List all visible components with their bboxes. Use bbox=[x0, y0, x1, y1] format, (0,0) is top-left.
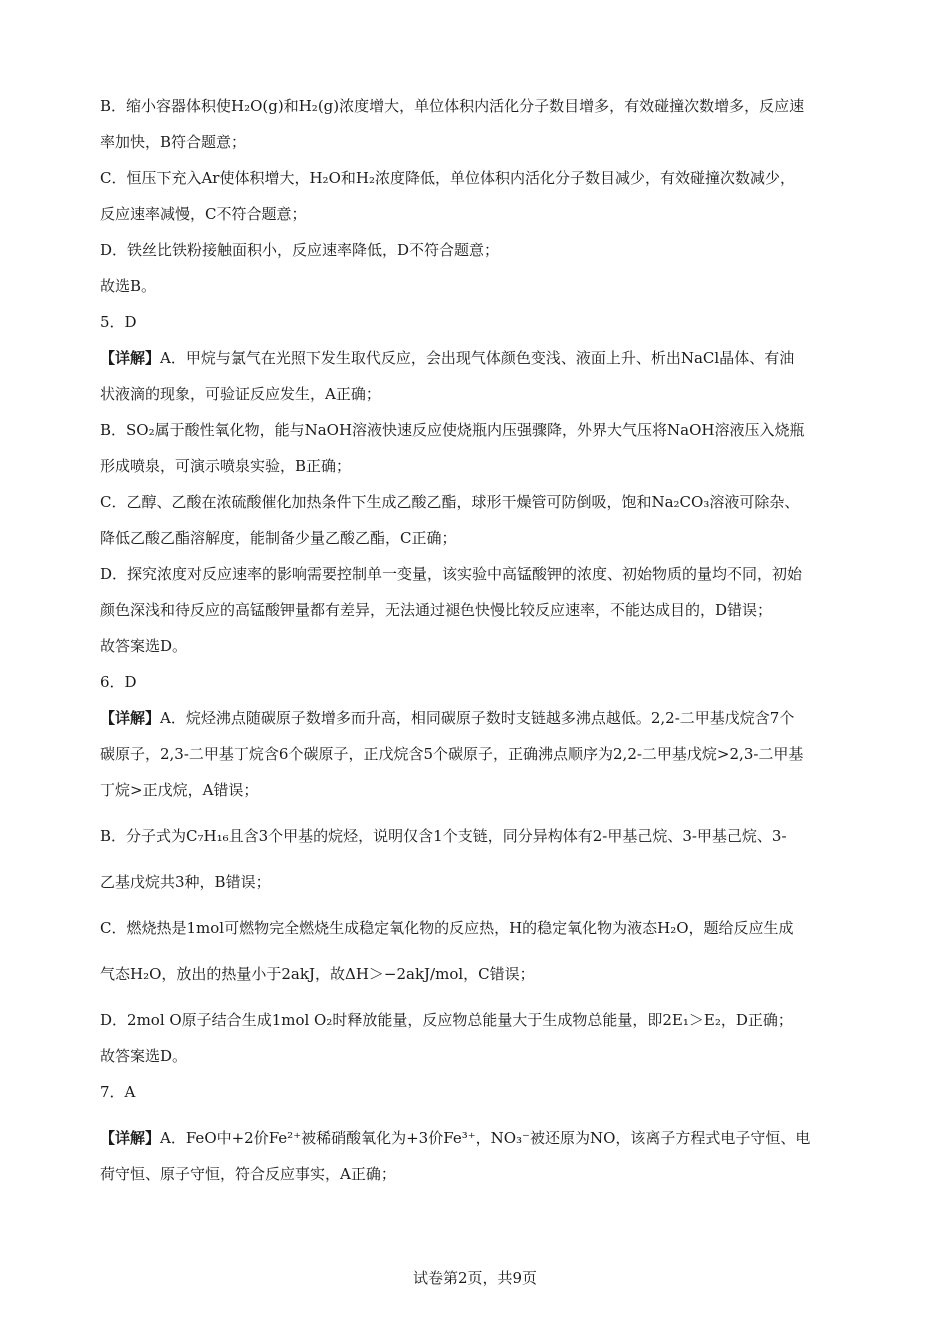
text-line: 颜色深浅和待反应的高锰酸钾量都有差异，无法通过褪色快慢比较反应速率，不能达成目的，D错误； bbox=[100, 601, 773, 619]
explanation-marker: 【详解】 bbox=[100, 349, 161, 367]
text-line: D．2mol O原子结合生成1mol O₂时释放能量，反应物总能量大于生成物总能量，即2E₁＞E₂，D正确； bbox=[100, 1011, 793, 1029]
text-line: 【详解】A．甲烷与氯气在光照下发生取代反应，会出现气体颜色变浅、液面上升、析出NaCl晶体、有油 bbox=[100, 349, 795, 367]
text-line: 故选B。 bbox=[100, 277, 157, 295]
text-line: 碳原子，2,3-二甲基丁烷含6个碳原子，正戊烷含5个碳原子，正确沸点顺序为2,2-二甲基戊烷>2,3-二甲基 bbox=[100, 745, 804, 763]
text-line: 故答案选D。 bbox=[100, 637, 188, 655]
text-line: 荷守恒、原子守恒，符合反应事实，A正确； bbox=[100, 1165, 396, 1183]
text-line: 状液滴的现象，可验证反应发生，A正确； bbox=[100, 385, 381, 403]
text-line: 形成喷泉，可演示喷泉实验，B正确； bbox=[100, 457, 352, 475]
text-line: 故答案选D。 bbox=[100, 1047, 188, 1065]
text-line: D．探究浓度对反应速率的影响需要控制单一变量，该实验中高锰酸钾的浓度、初始物质的量均不同，初始 bbox=[100, 565, 803, 583]
text-line: 丁烷>正戊烷，A错误； bbox=[100, 781, 259, 799]
text-line: 反应速率减慢，C不符合题意； bbox=[100, 205, 307, 223]
text-line: 气态H₂O，放出的热量小于2akJ，故ΔH＞−2akJ/mol，C错误； bbox=[100, 965, 535, 983]
text-line: 率加快，B符合题意； bbox=[100, 133, 247, 151]
text-line: B．分子式为C₇H₁₆且含3个甲基的烷烃，说明仅含1个支链，同分异构体有2-甲基己烷、3-甲基己烷、3- bbox=[100, 827, 787, 845]
question-answer: 5．D bbox=[100, 313, 137, 331]
text-line: C．恒压下充入Ar使体积增大，H₂O和H₂浓度降低，单位体积内活化分子数目减少，有效碰撞次数减少， bbox=[100, 169, 795, 187]
page-footer: 试卷第2页，共9页 bbox=[412, 1269, 538, 1287]
explanation-marker: 【详解】 bbox=[100, 709, 161, 727]
text-line: 【详解】A．烷烃沸点随碳原子数增多而升高，相同碳原子数时支链越多沸点越低。2,2-二甲基戊烷含7个 bbox=[100, 709, 795, 727]
explanation-marker: 【详解】 bbox=[100, 1129, 161, 1147]
text-line: D．铁丝比铁粉接触面积小，反应速率降低，D不符合题意； bbox=[100, 241, 500, 259]
text-line: 乙基戊烷共3种，B错误； bbox=[100, 873, 271, 891]
text-line: 降低乙酸乙酯溶解度，能制备少量乙酸乙酯，C正确； bbox=[100, 529, 457, 547]
text-line: C．燃烧热是1mol可燃物完全燃烧生成稳定氧化物的反应热，H的稳定氧化物为液态H₂O，题给反应生成 bbox=[100, 919, 794, 937]
text-line: 【详解】A．FeO中+2价Fe²⁺被稀硝酸氧化为+3价Fe³⁺，NO₃⁻被还原为NO，该离子方程式电子守恒、电 bbox=[100, 1129, 811, 1147]
text-line: C．乙醇、乙酸在浓硫酸催化加热条件下生成乙酸乙酯，球形干燥管可防倒吸，饱和Na₂CO₃溶液可除杂、 bbox=[100, 493, 800, 511]
answer-explanations bbox=[100, 96, 860, 1185]
question-answer: 7．A bbox=[100, 1083, 136, 1101]
question-answer: 6．D bbox=[100, 673, 137, 691]
text-line: B．SO₂属于酸性氧化物，能与NaOH溶液快速反应使烧瓶内压强骤降，外界大气压将NaOH溶液压入烧瓶 bbox=[100, 421, 805, 439]
text-line: B．缩小容器体积使H₂O(g)和H₂(g)浓度增大，单位体积内活化分子数目增多，有效碰撞次数增多，反应速 bbox=[100, 97, 805, 115]
